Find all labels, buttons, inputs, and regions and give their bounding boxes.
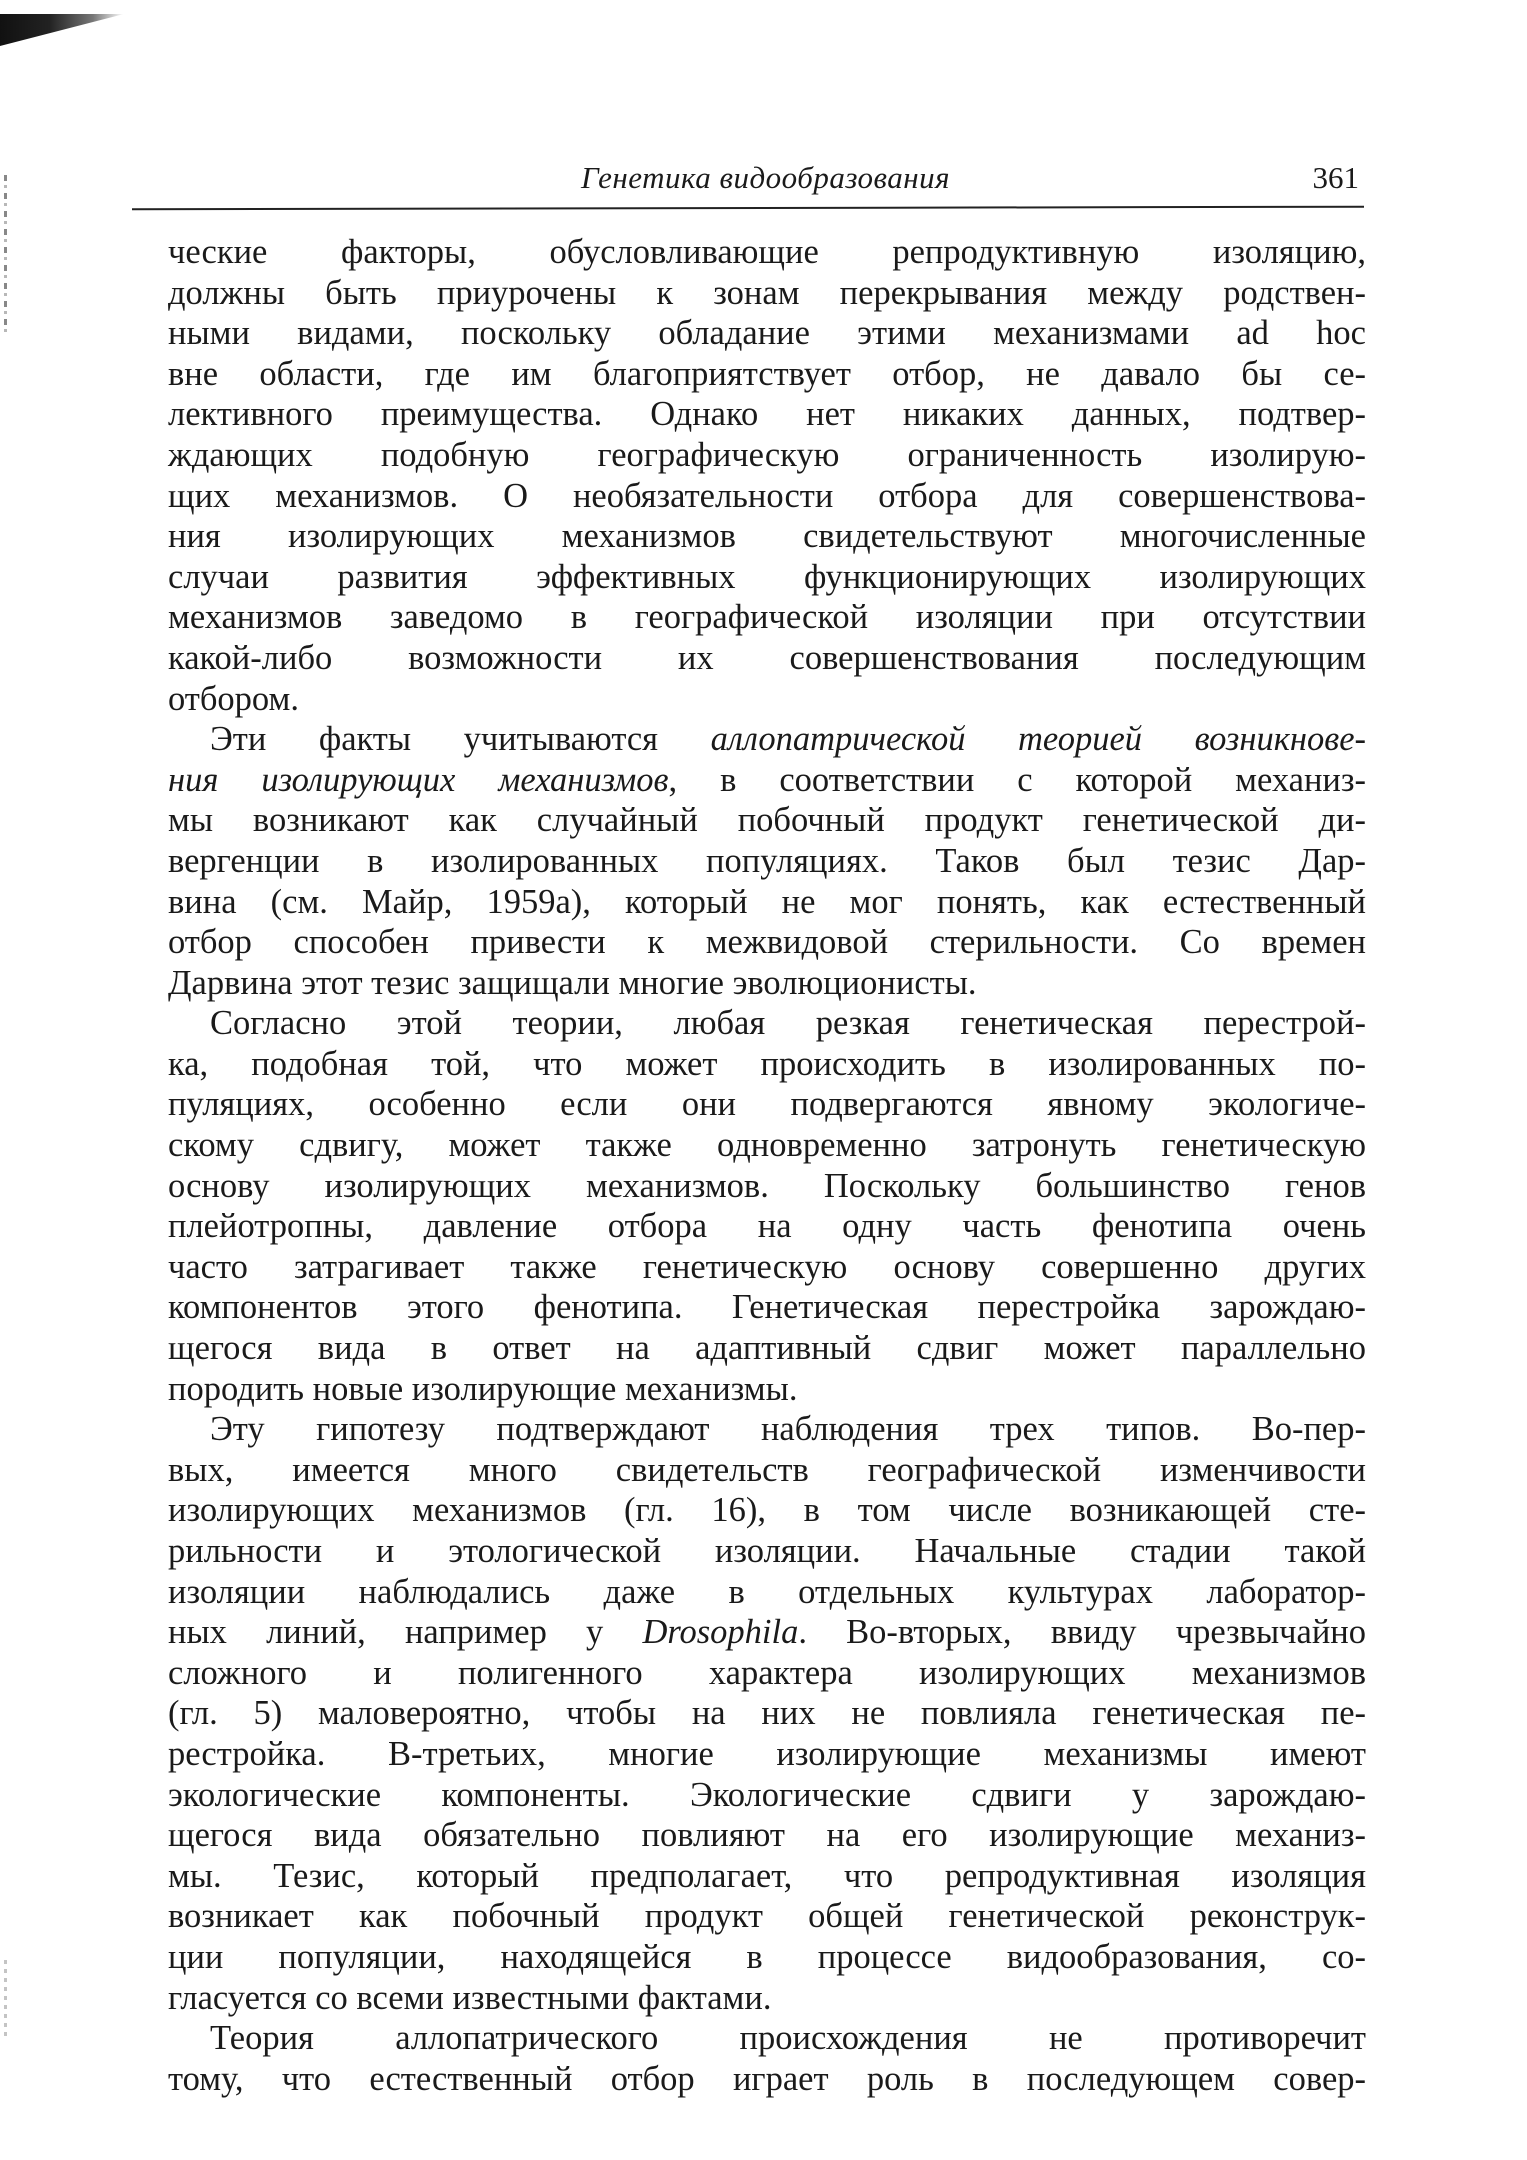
text-run: породить новые изолирующие механизмы. xyxy=(168,1369,798,1408)
text-run: . Во-вторых, ввиду чрезвычайно xyxy=(798,1613,1366,1652)
text-run: щих механизмов. О необязательности отбора для совершенствова- xyxy=(168,476,1366,515)
text-line xyxy=(168,679,1366,720)
text-line xyxy=(168,1369,1366,1410)
text-run: мы. Тезис, который предполагает, что репродуктивная изоляция xyxy=(168,1856,1366,1895)
text-run: ждающих подобную географическую ограниченность изолирую- xyxy=(168,435,1366,474)
text-run: вне области, где им благоприятствует отбор, не давало бы се- xyxy=(168,354,1366,393)
text-line xyxy=(168,719,1366,760)
text-line xyxy=(168,1978,1366,2019)
text-line xyxy=(168,1896,1366,1937)
running-header xyxy=(168,158,1363,204)
text-run: ных линий, например у xyxy=(168,1613,643,1652)
text-line xyxy=(168,2018,1366,2059)
paragraph xyxy=(168,2018,1366,2099)
text-run: сложного и полигенного характера изолирующих механизмов xyxy=(168,1653,1366,1692)
running-title: Генетика видообразования xyxy=(580,160,951,195)
text-line xyxy=(168,2059,1366,2100)
text-run: Теория аллопатрического происхождения не противоречит xyxy=(210,2019,1366,2058)
text-line xyxy=(168,1490,1366,1531)
text-run: рильности и этологической изоляции. Начальные стадии такой xyxy=(168,1532,1366,1570)
text-line xyxy=(168,1166,1366,1207)
text-run: ными видами, поскольку обладание этими механизмами ad hoc xyxy=(168,314,1366,353)
text-run: изолирующих механизмов (гл. 16), в том числе возникающей сте- xyxy=(168,1491,1366,1530)
italic-term: Drosophila xyxy=(642,1613,799,1652)
paragraph xyxy=(168,719,1366,1003)
text-run: возникает как побочный продукт общей генетической реконструк- xyxy=(168,1897,1366,1936)
text-line xyxy=(168,232,1366,273)
text-line xyxy=(168,313,1366,354)
text-run: механизмов заведомо в географической изоляции при отсутствии xyxy=(168,598,1366,637)
text-line xyxy=(168,1531,1366,1572)
text-run: случаи развития эффективных функционирующих изолирующих xyxy=(168,557,1366,596)
text-line xyxy=(168,1084,1366,1125)
text-line xyxy=(168,1815,1366,1856)
text-run: ка, подобная той, что может происходить в изолированных по- xyxy=(168,1044,1366,1083)
text-run: скому сдвигу, может также одновременно затронуть генетическую xyxy=(168,1126,1366,1165)
text-line xyxy=(168,1734,1366,1775)
page-number: 361 xyxy=(1312,160,1359,195)
text-run: Дарвина этот тезис защищали многие эволюционисты. xyxy=(168,963,977,1002)
text-line xyxy=(168,1937,1366,1978)
text-run: ния изолирующих механизмов свидетельствуют многочисленные xyxy=(168,517,1366,556)
scan-margin-artifact xyxy=(4,1960,7,2040)
text-run: часто затрагивает также генетическую основу совершенно других xyxy=(168,1247,1366,1286)
text-run: вина (см. Майр, 1959а), который не мог понять, как естественный xyxy=(168,882,1366,921)
paragraph xyxy=(168,1003,1366,1409)
text-line xyxy=(168,476,1366,517)
body-text xyxy=(168,232,1366,2099)
text-line xyxy=(168,1287,1366,1328)
text-line xyxy=(168,1612,1366,1653)
text-line xyxy=(168,516,1366,557)
text-run: мы возникают как случайный побочный продукт генетической ди- xyxy=(168,801,1366,840)
text-run: отбор способен привести к межвидовой стерильности. Со времен xyxy=(168,923,1366,962)
text-line xyxy=(168,354,1366,395)
text-run: плейотропны, давление отбора на одну часть фенотипа очень xyxy=(168,1207,1366,1246)
text-run: компонентов этого фенотипа. Генетическая перестройка зарождаю- xyxy=(168,1288,1366,1327)
text-line xyxy=(168,922,1366,963)
text-run: вергенции в изолированных популяциях. Таков был тезис Дар- xyxy=(168,841,1366,880)
scan-margin-artifact xyxy=(4,175,7,335)
text-run: Эти факты учитываются xyxy=(210,720,711,759)
text-run: тому, что естественный отбор играет роль в последующем совер- xyxy=(168,2059,1366,2098)
text-run: ческие факторы, обусловливающие репродуктивную изоляцию, xyxy=(168,233,1366,271)
text-run: лективного преимущества. Однако нет никаких данных, подтвер- xyxy=(168,395,1366,434)
text-line xyxy=(168,1044,1366,1085)
text-line xyxy=(168,1125,1366,1166)
text-line xyxy=(168,800,1366,841)
header-rule xyxy=(132,206,1364,211)
italic-term: ния изолирующих механизмов xyxy=(168,760,669,799)
text-line xyxy=(168,597,1366,638)
text-line xyxy=(168,638,1366,679)
text-line xyxy=(168,1247,1366,1288)
text-line xyxy=(168,1775,1366,1816)
text-line xyxy=(168,1206,1366,1247)
text-run: щегося вида в ответ на адаптивный сдвиг может параллельно xyxy=(168,1329,1366,1368)
text-line xyxy=(168,1409,1366,1450)
text-line xyxy=(168,882,1366,923)
paragraph xyxy=(168,1409,1366,2018)
text-line xyxy=(168,1328,1366,1369)
text-line xyxy=(168,1856,1366,1897)
text-run: пуляциях, особенно если они подвергаются явному экологиче- xyxy=(168,1085,1366,1124)
text-line xyxy=(168,1572,1366,1613)
text-run: должны быть приурочены к зонам перекрывания между родствен- xyxy=(168,273,1366,312)
paragraph xyxy=(168,232,1366,719)
text-line xyxy=(168,1653,1366,1694)
text-run: Эту гипотезу подтверждают наблюдения трех типов. Во-пер- xyxy=(210,1410,1366,1449)
text-run: гласуется со всеми известными фактами. xyxy=(168,1978,772,2017)
italic-term: аллопатрической теорией возникнове- xyxy=(710,720,1366,759)
text-line xyxy=(168,557,1366,598)
text-line xyxy=(168,1693,1366,1734)
text-run: экологические компоненты. Экологические сдвиги у зарождаю- xyxy=(168,1775,1366,1814)
text-run: отбором. xyxy=(168,679,299,718)
text-line xyxy=(168,841,1366,882)
text-line xyxy=(168,963,1366,1004)
text-line xyxy=(168,435,1366,476)
text-run: изоляции наблюдались даже в отдельных культурах лаборатор- xyxy=(168,1572,1366,1611)
text-run: рестройка. В-третьих, многие изолирующие механизмы имеют xyxy=(168,1734,1366,1773)
scan-shadow-artifact xyxy=(0,14,124,46)
text-line xyxy=(168,1450,1366,1491)
text-run: щегося вида обязательно повлияют на его изолирующие механиз- xyxy=(168,1816,1366,1855)
text-line xyxy=(168,760,1366,801)
text-line xyxy=(168,394,1366,435)
text-run: ции популяции, находящейся в процессе видообразования, со- xyxy=(168,1937,1366,1976)
text-run: (гл. 5) маловероятно, чтобы на них не повлияла генетическая пе- xyxy=(168,1694,1366,1733)
text-line xyxy=(168,1003,1366,1044)
text-run: основу изолирующих механизмов. Поскольку большинство генов xyxy=(168,1166,1366,1205)
text-run: , в соответствии с которой механиз- xyxy=(668,760,1366,799)
text-run: Согласно этой теории, любая резкая генетическая перестрой- xyxy=(210,1004,1366,1043)
text-run: какой-либо возможности их совершенствования последующим xyxy=(168,638,1366,677)
text-line xyxy=(168,273,1366,314)
text-run: вых, имеется много свидетельств географической изменчивости xyxy=(168,1450,1366,1489)
